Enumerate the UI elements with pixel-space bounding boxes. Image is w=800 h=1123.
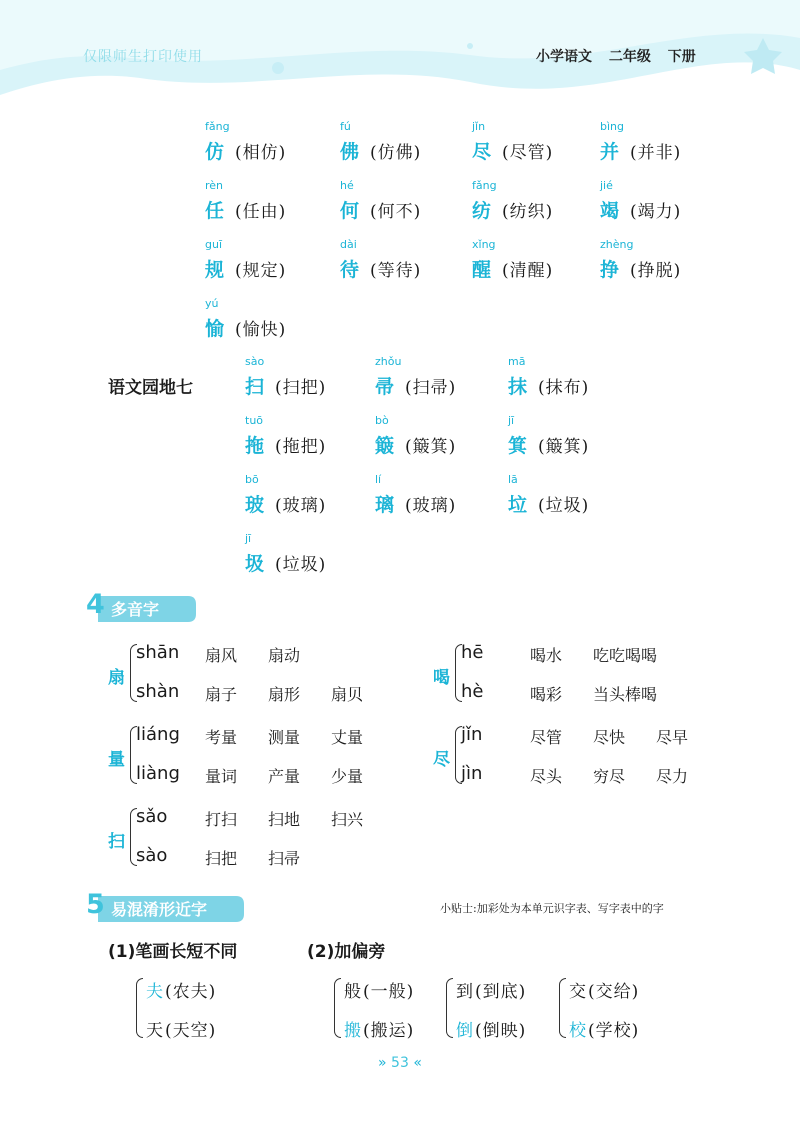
similar-character: 到	[456, 982, 474, 1002]
example-word: (搬运)	[363, 1021, 415, 1041]
pinyin: guī	[205, 238, 223, 251]
example-word: (纺织)	[502, 202, 554, 222]
example-word: (何不)	[370, 202, 422, 222]
example-word: (竭力)	[630, 202, 682, 222]
similar-character: 校	[569, 1021, 587, 1041]
polyphone-character: 量	[108, 750, 125, 770]
reading-pinyin: liàng	[136, 763, 180, 784]
chevron-left-icon: «	[413, 1055, 422, 1071]
similar-character: 般	[344, 982, 362, 1002]
example-word: (玻璃)	[275, 496, 327, 516]
pinyin: zhǒu	[375, 355, 402, 368]
example-word: 穷尽	[593, 767, 626, 786]
pinyin: xǐng	[472, 238, 496, 251]
section-title: 多音字	[111, 600, 160, 619]
brace	[334, 978, 341, 1038]
subheading-add-radical: (2)加偏旁	[307, 942, 386, 962]
example-word: 喝水	[530, 646, 563, 665]
watermark-text: 仅限师生打印使用	[83, 49, 203, 65]
pinyin: tuō	[245, 414, 264, 427]
example-word: 丈量	[331, 728, 364, 747]
pinyin: jié	[600, 179, 613, 192]
example-word: 扇动	[268, 646, 301, 665]
pinyin: fǎng	[472, 179, 497, 192]
example-word: 测量	[268, 728, 301, 747]
reading-pinyin: shān	[136, 642, 180, 663]
reading-pinyin: jǐn	[461, 724, 483, 745]
example-word: 扇形	[268, 685, 301, 704]
new-character: 玻	[245, 494, 265, 516]
similar-character: 倒	[456, 1021, 474, 1041]
pinyin: bìng	[600, 120, 624, 133]
example-word: (愉快)	[235, 320, 287, 340]
example-word: (垃圾)	[538, 496, 590, 516]
example-word: (天空)	[165, 1021, 217, 1041]
new-character: 愉	[205, 318, 225, 340]
new-character: 垃	[508, 494, 528, 516]
example-word: (农夫)	[165, 982, 217, 1002]
subheading-stroke-length: (1)笔画长短不同	[108, 942, 238, 962]
pinyin: jī	[508, 414, 515, 427]
similar-character: 天	[146, 1021, 164, 1041]
example-word: (等待)	[370, 261, 422, 281]
example-word: (扫帚)	[405, 378, 457, 398]
example-word: (清醒)	[502, 261, 554, 281]
polyphone-character: 扇	[108, 668, 125, 688]
example-word: 尽快	[593, 728, 626, 747]
new-character: 挣	[600, 259, 620, 281]
new-character: 纺	[472, 200, 492, 222]
polyphone-character: 尽	[433, 750, 450, 770]
section-title: 易混淆形近字	[111, 900, 208, 919]
pinyin: rèn	[205, 179, 224, 192]
pinyin: lā	[508, 473, 518, 486]
new-character: 佛	[340, 141, 360, 163]
new-character: 尽	[472, 141, 492, 163]
example-word: 扫把	[205, 849, 238, 868]
example-word: (簸箕)	[405, 437, 457, 457]
reading-pinyin: jìn	[461, 763, 483, 784]
reading-pinyin: hē	[461, 642, 484, 663]
example-word: 喝彩	[530, 685, 563, 704]
polyphone-character: 扫	[108, 832, 125, 852]
new-character: 何	[340, 200, 360, 222]
example-word: (抹布)	[538, 378, 590, 398]
example-word: 尽早	[656, 728, 689, 747]
new-character: 待	[340, 259, 360, 281]
tip-note: 小贴士:加彩处为本单元识字表、写字表中的字	[440, 902, 664, 915]
pinyin: fǎng	[205, 120, 230, 133]
new-character: 并	[600, 141, 620, 163]
example-word: (任由)	[235, 202, 287, 222]
similar-character: 搬	[344, 1021, 362, 1041]
new-character: 扫	[245, 376, 265, 398]
brace	[559, 978, 566, 1038]
example-word: 尽力	[656, 767, 689, 786]
example-word: (规定)	[235, 261, 287, 281]
example-word: (拖把)	[275, 437, 327, 457]
example-word: (倒映)	[475, 1021, 527, 1041]
reading-pinyin: shàn	[136, 681, 180, 702]
example-word: 尽管	[530, 728, 563, 747]
example-word: 产量	[268, 767, 301, 786]
example-word: 尽头	[530, 767, 563, 786]
new-character: 璃	[375, 494, 395, 516]
example-word: (相仿)	[235, 143, 287, 163]
chevron-right-icon: »	[378, 1055, 387, 1071]
reading-pinyin: liáng	[136, 724, 180, 745]
example-word: (尽管)	[502, 143, 554, 163]
example-word: (扫把)	[275, 378, 327, 398]
example-word: 当头棒喝	[593, 685, 658, 704]
reading-pinyin: sǎo	[136, 806, 168, 827]
new-character: 箕	[508, 435, 528, 457]
example-word: 打扫	[205, 810, 238, 829]
example-word: (垃圾)	[275, 555, 327, 575]
similar-character: 夫	[146, 982, 164, 1002]
example-word: 扫地	[268, 810, 301, 829]
example-word: (仿佛)	[370, 143, 422, 163]
pinyin: zhèng	[600, 238, 634, 251]
page-number-value: 53	[391, 1055, 409, 1071]
example-word: 扇风	[205, 646, 238, 665]
page-number	[378, 1055, 422, 1071]
reading-pinyin: hè	[461, 681, 484, 702]
new-character: 圾	[245, 553, 265, 575]
pinyin: lí	[375, 473, 382, 486]
brace	[446, 978, 453, 1038]
similar-character: 交	[569, 982, 587, 1002]
new-character: 帚	[375, 376, 395, 398]
example-word: 吃吃喝喝	[593, 646, 658, 665]
example-word: 扫兴	[331, 810, 364, 829]
new-character: 簸	[375, 435, 395, 457]
example-word: (簸箕)	[538, 437, 590, 457]
pinyin: jǐn	[472, 120, 486, 133]
pinyin: fú	[340, 120, 351, 133]
example-word: 考量	[205, 728, 238, 747]
pinyin: mā	[508, 355, 526, 368]
example-word: 扇子	[205, 685, 238, 704]
new-character: 竭	[600, 200, 620, 222]
example-word: (玻璃)	[405, 496, 457, 516]
example-word: 扇贝	[331, 685, 364, 704]
example-word: (并非)	[630, 143, 682, 163]
example-word: (到底)	[475, 982, 527, 1002]
reading-pinyin: sào	[136, 845, 168, 866]
pinyin: bò	[375, 414, 389, 427]
example-word: 量词	[205, 767, 238, 786]
example-word: (交给)	[588, 982, 640, 1002]
pinyin: yú	[205, 297, 219, 310]
section-number: 5	[86, 889, 105, 920]
new-character: 醒	[472, 259, 492, 281]
example-word: 少量	[331, 767, 364, 786]
new-character: 规	[205, 259, 225, 281]
garden-label: 语文园地七	[108, 378, 193, 398]
example-word: 扫帚	[268, 849, 301, 868]
polyphone-character: 喝	[433, 668, 450, 688]
example-word: (学校)	[588, 1021, 640, 1041]
pinyin: sào	[245, 355, 265, 368]
pinyin: jī	[245, 532, 252, 545]
section-number: 4	[86, 589, 105, 620]
new-character: 任	[205, 200, 225, 222]
pinyin: dài	[340, 238, 357, 251]
new-character: 抹	[508, 376, 528, 398]
new-character: 拖	[245, 435, 265, 457]
book-title: 小学语文 二年级 下册	[536, 49, 696, 65]
brace	[136, 978, 143, 1038]
example-word: (一般)	[363, 982, 415, 1002]
pinyin: bō	[245, 473, 259, 486]
example-word: (挣脱)	[630, 261, 682, 281]
pinyin: hé	[340, 179, 354, 192]
new-character: 仿	[205, 141, 225, 163]
